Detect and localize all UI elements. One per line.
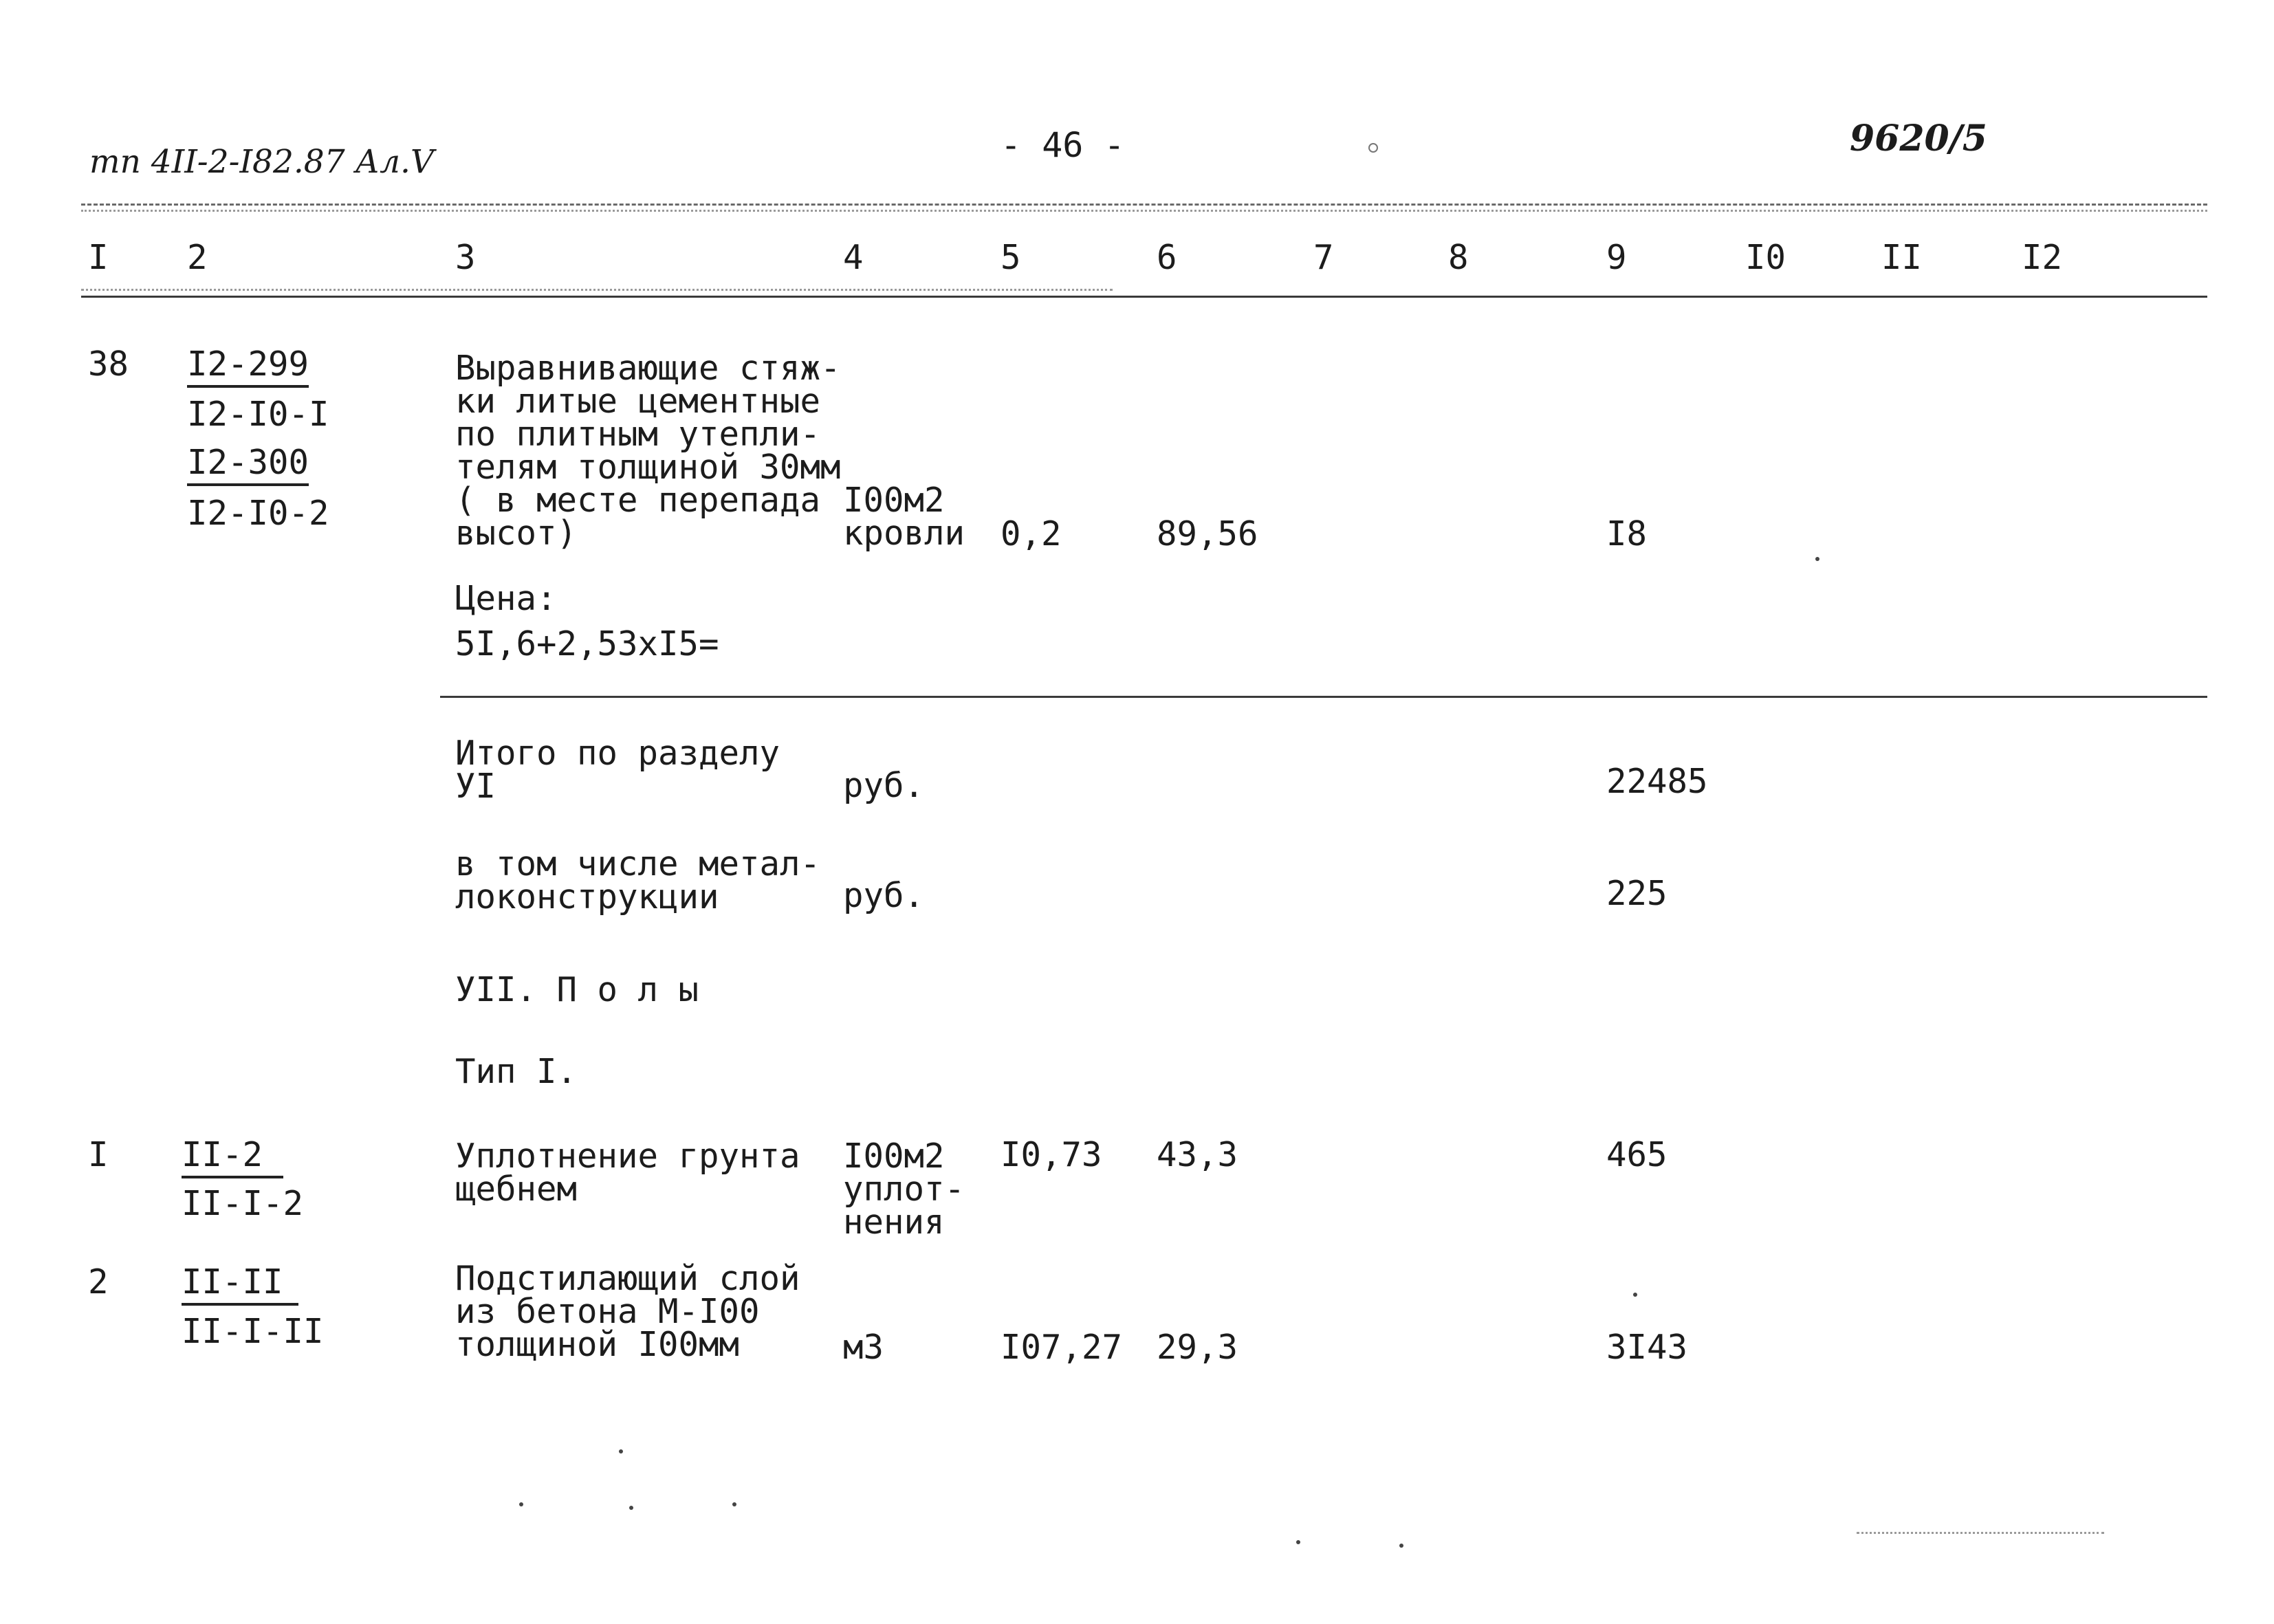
- col-num-2: 2: [187, 238, 208, 277]
- unit-line: кровли: [843, 514, 965, 553]
- col-num-4: 4: [843, 238, 864, 277]
- price-label: Цена:: [455, 579, 557, 618]
- scan-speck: [732, 1502, 736, 1506]
- description-line: по плитным утепли-: [455, 415, 821, 454]
- description-line: Уплотнение грунта: [455, 1137, 800, 1176]
- norm-code: I2-I0-I: [187, 395, 329, 434]
- scan-speck: [1368, 143, 1378, 153]
- col-num-6: 6: [1157, 238, 1177, 277]
- quantity-cell: 0,2: [1001, 514, 1062, 553]
- section-title: УII. П о л ы: [455, 970, 699, 1009]
- norm-code: II-2: [182, 1138, 283, 1178]
- norm-code: I2-299: [187, 347, 309, 388]
- price-formula: 5I,6+2,53хI5=: [455, 624, 719, 663]
- scan-speck: [1399, 1544, 1403, 1548]
- col-num-10: I0: [1745, 238, 1786, 277]
- quantity-cell: I07,27: [1001, 1328, 1123, 1367]
- metal-label-line: в том числе метал-: [455, 844, 821, 884]
- section-total-label: [455, 734, 780, 806]
- unit-cell: [843, 481, 965, 553]
- total-label-line: Итого по разделу: [455, 734, 780, 773]
- norm-code: II-I-2: [182, 1184, 304, 1223]
- scan-noise-line: [1857, 1532, 2104, 1534]
- column-row-rule: [81, 296, 2207, 298]
- page-number: - 46 -: [1001, 125, 1125, 165]
- metal-structures-unit: руб.: [843, 876, 925, 915]
- section-total-unit: руб.: [843, 766, 925, 805]
- col-num-3: 3: [455, 238, 476, 277]
- header-rule-top: [81, 204, 2207, 206]
- sheet-id: 9620/5: [1850, 118, 1987, 160]
- col-num-11: II: [1881, 238, 1923, 277]
- description-line: Выравнивающие стяж-: [455, 349, 841, 388]
- norm-code: II-I-II: [182, 1312, 324, 1351]
- scan-speck: [629, 1506, 633, 1510]
- col-num-9: 9: [1606, 238, 1627, 277]
- item-description: [455, 1259, 800, 1364]
- norm-code: I2-300: [187, 446, 309, 486]
- unit-cell: [843, 1137, 965, 1242]
- col-num-1: I: [88, 238, 109, 277]
- unit-price-cell: 29,3: [1157, 1328, 1238, 1367]
- scan-speck: [1296, 1540, 1300, 1544]
- unit-line: I00м2: [843, 1137, 945, 1176]
- item-number: 2: [88, 1262, 109, 1302]
- metal-structures-label: [455, 844, 821, 917]
- column-row-rule-a: [81, 289, 1113, 291]
- scan-speck: [519, 1502, 523, 1506]
- header-rule-top-2: [81, 210, 2207, 212]
- item-description: [455, 1137, 800, 1209]
- total-cost-cell: 465: [1606, 1135, 1668, 1174]
- description-line: из бетона М-I00: [455, 1292, 760, 1331]
- norm-code: II-II: [182, 1265, 298, 1306]
- description-line: высот): [455, 514, 578, 553]
- description-line: толщиной I00мм: [455, 1325, 740, 1364]
- col-num-8: 8: [1448, 238, 1469, 277]
- unit-line: нения: [843, 1203, 945, 1242]
- unit-line: I00м2: [843, 481, 945, 520]
- col-num-7: 7: [1313, 238, 1334, 277]
- quantity-cell: I0,73: [1001, 1135, 1102, 1174]
- total-cost-cell: 3I43: [1606, 1328, 1688, 1367]
- metal-label-line: локонструкции: [455, 877, 719, 917]
- unit-price-cell: 43,3: [1157, 1135, 1238, 1174]
- unit-line: уплот-: [843, 1170, 965, 1209]
- col-num-5: 5: [1001, 238, 1021, 277]
- item-description: [455, 349, 841, 553]
- scan-speck: [1815, 557, 1819, 561]
- norm-code: I2-I0-2: [187, 494, 329, 533]
- description-line: телям толщиной 30мм: [455, 448, 841, 487]
- floor-type: Тип I.: [455, 1052, 578, 1091]
- scan-speck: [1633, 1293, 1637, 1297]
- description-line: ( в месте перепада: [455, 481, 821, 520]
- section-total-value: 22485: [1606, 762, 1708, 801]
- col-num-12: I2: [2022, 238, 2063, 277]
- item-number: I: [88, 1135, 109, 1174]
- unit-price-cell: 89,56: [1157, 514, 1258, 553]
- scan-speck: [619, 1449, 623, 1453]
- description-line: ки литые цементные: [455, 382, 821, 421]
- document-code: тп 4II-2-I82.87 Ал.V: [89, 143, 434, 181]
- description-line: Подстилающий слой: [455, 1259, 800, 1298]
- description-line: щебнем: [455, 1170, 578, 1209]
- section-divider: [440, 696, 2207, 698]
- total-label-line: УI: [455, 767, 496, 806]
- unit-cell: м3: [843, 1328, 884, 1367]
- metal-structures-value: 225: [1606, 874, 1668, 913]
- item-number: 38: [88, 344, 129, 384]
- total-cost-cell: I8: [1606, 514, 1648, 553]
